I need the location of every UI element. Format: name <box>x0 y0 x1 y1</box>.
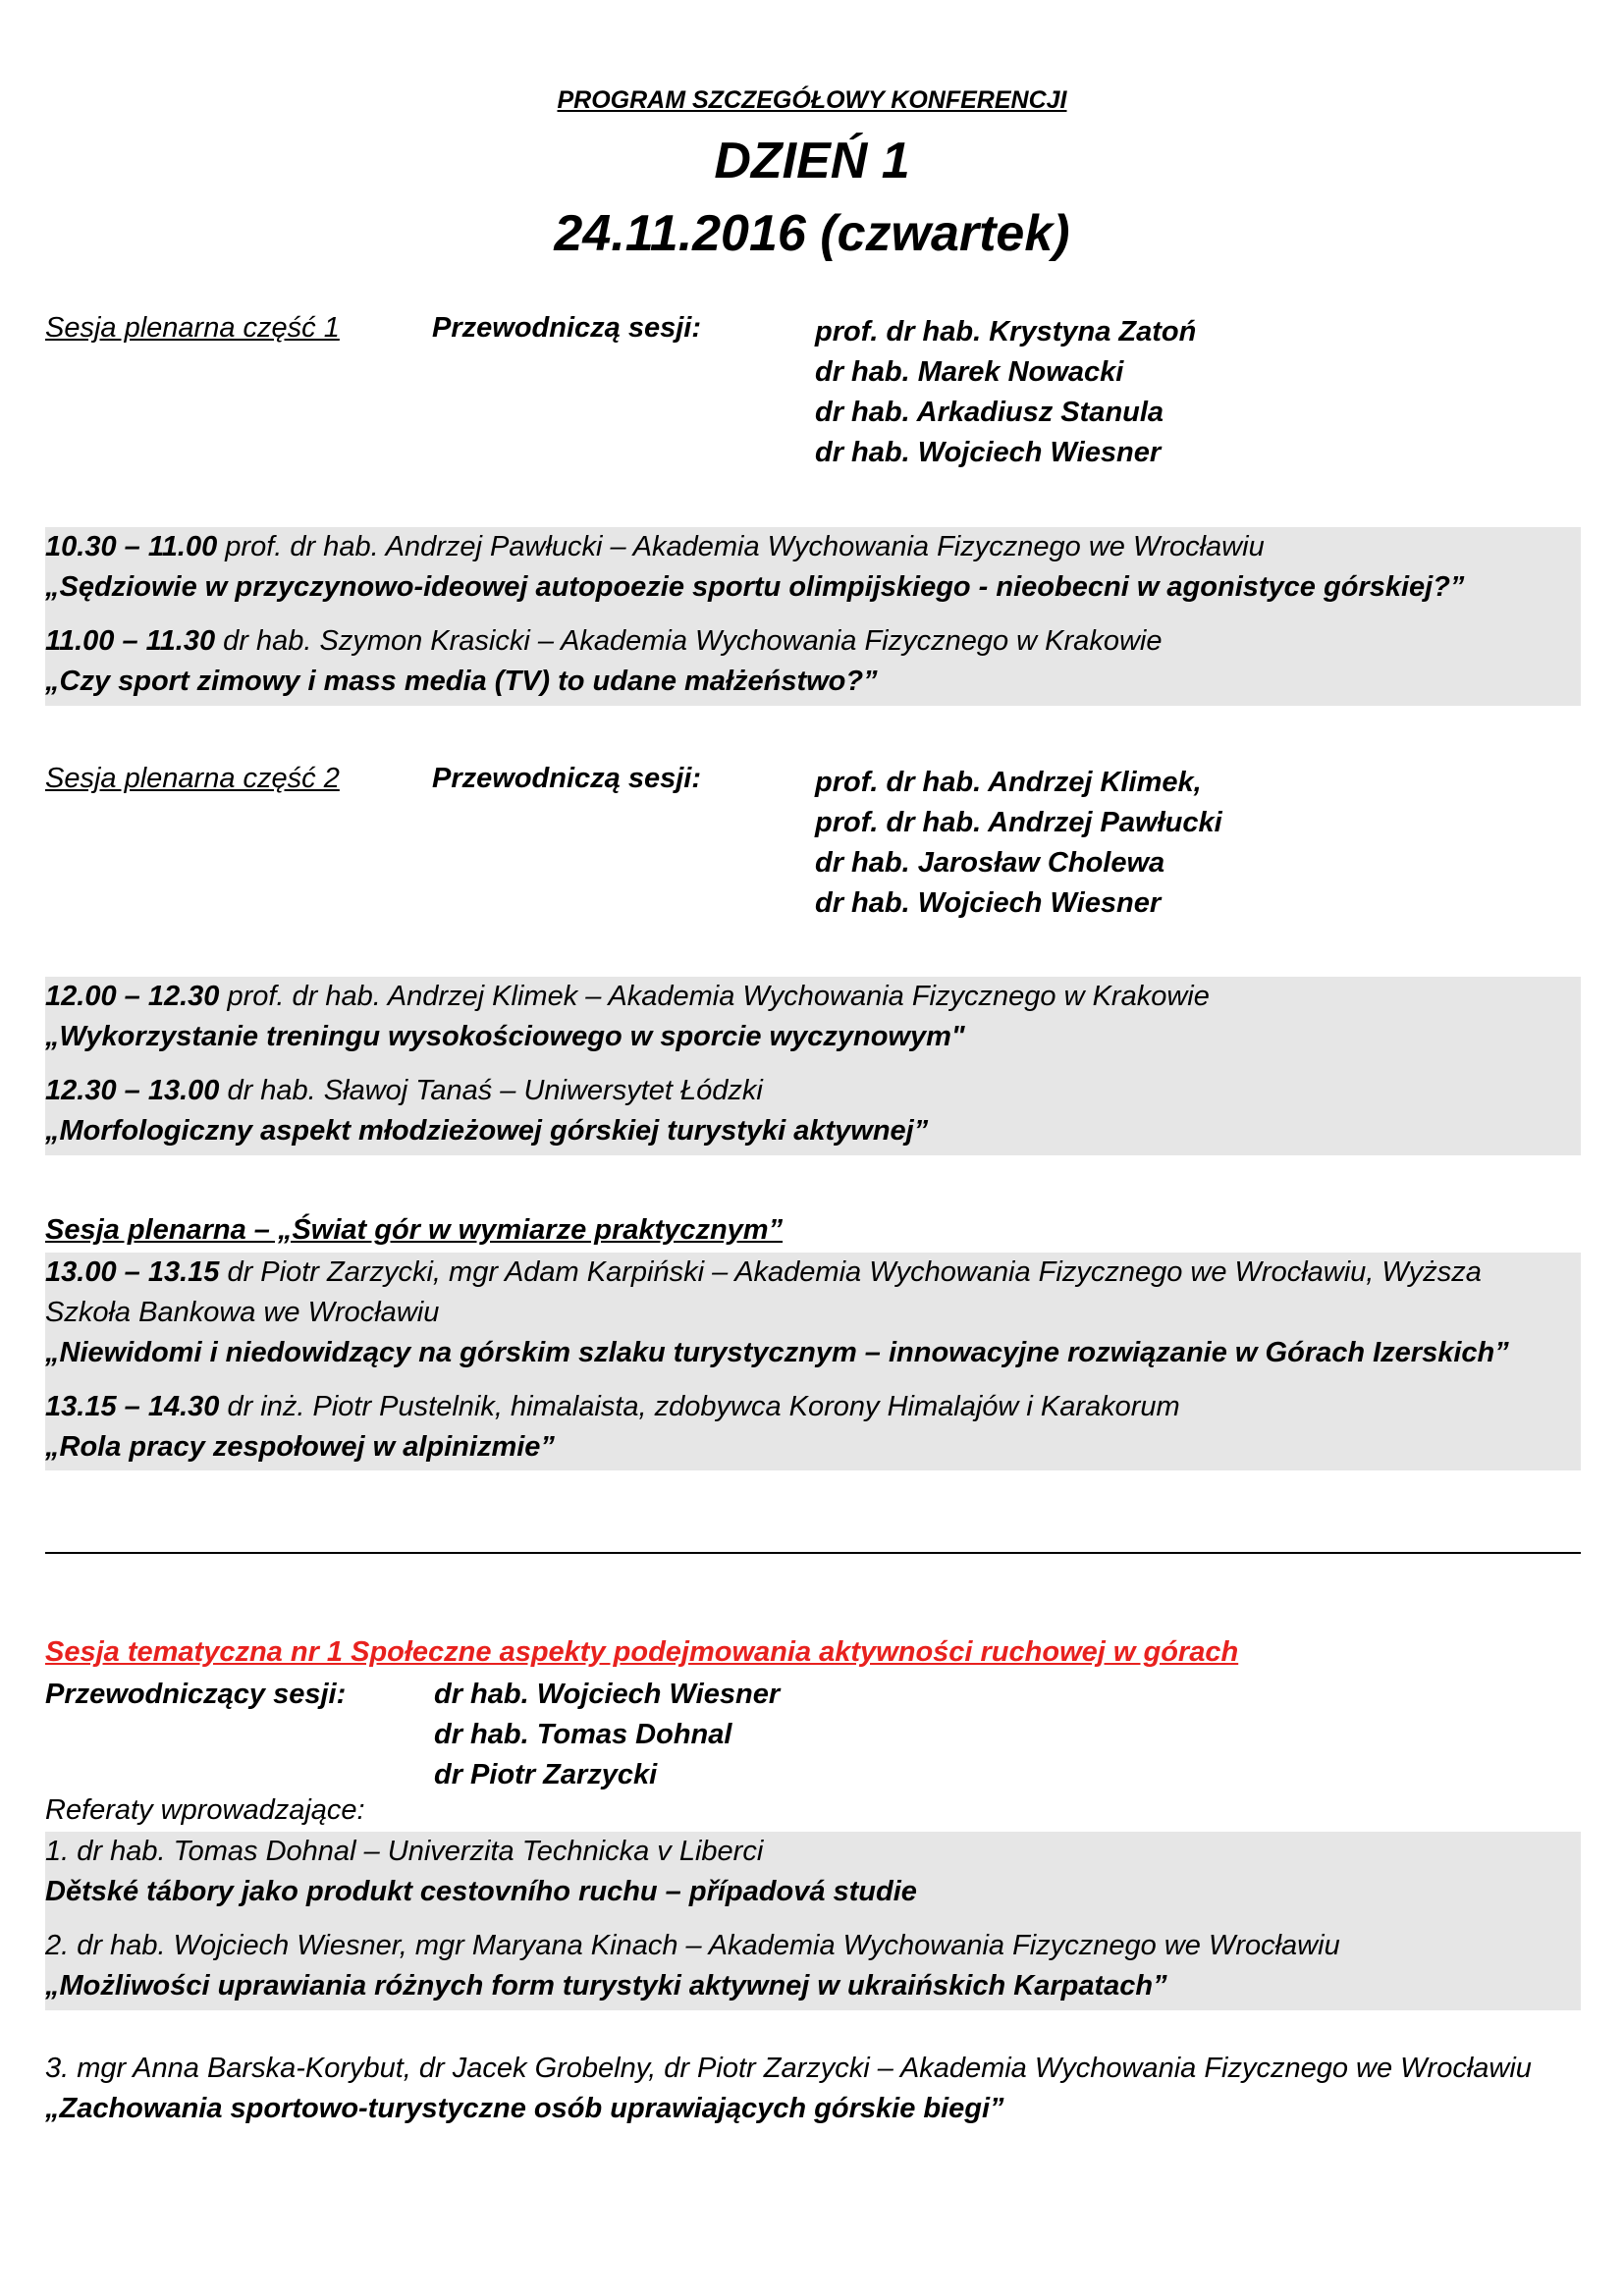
session3-talks <box>45 1253 1581 1470</box>
intro-label: Referaty wprowadzające: <box>45 1794 365 1826</box>
paper-item <box>45 1926 1581 2006</box>
divider-line <box>45 1552 1581 1554</box>
chair-name: dr hab. Wojciech Wiesner <box>815 437 1162 468</box>
talk-time: 12.30 – 13.00 <box>45 1075 220 1106</box>
talk-speaker: dr hab. Szymon Krasicki – Akademia Wychowania Fizycznego w Krakowie <box>215 625 1163 657</box>
talk-title: „Niewidomi i niedowidzący na górskim szlaku turystycznym – innowacyjne rozwiązanie w Górach Izerskich” <box>45 1337 1509 1368</box>
chair-name: dr hab. Jarosław Cholewa <box>815 847 1165 879</box>
session1-header <box>45 312 1577 479</box>
talk-speaker: prof. dr hab. Andrzej Pawłucki – Akademia Wychowania Fizycznego we Wrocławiu <box>217 531 1265 562</box>
paper-speaker: 2. dr hab. Wojciech Wiesner, mgr Maryana Kinach – Akademia Wychowania Fizycznego we Wrocławiu <box>45 1930 1340 1961</box>
chair-name: dr hab. Arkadiusz Stanula <box>815 397 1164 428</box>
talk-speaker: dr inż. Piotr Pustelnik, himalaista, zdobywca Korony Himalajów i Karakorum <box>219 1391 1180 1422</box>
thematic-papers <box>45 1832 1581 2010</box>
talk-speaker: prof. dr hab. Andrzej Klimek – Akademia Wychowania Fizycznego w Krakowie <box>219 981 1210 1012</box>
paper-title: Dětské tábory jako produkt cestovního ruchu – případová studie <box>45 1876 917 1907</box>
session2-chair-label: Przewodniczą sesji: <box>432 763 701 794</box>
talk-title: „Czy sport zimowy i mass media (TV) to udane małżeństwo?” <box>45 666 878 697</box>
paper-title: „Zachowania sportowo-turystyczne osób uprawiających górskie biegi” <box>45 2093 1004 2124</box>
paper-title: „Możliwości uprawiania różnych form turystyki aktywnej w ukraińskich Karpatach” <box>45 1970 1167 2002</box>
talk-time: 13.00 – 13.15 <box>45 1256 220 1288</box>
talk-title: „Rola pracy zespołowej w alpinizmie” <box>45 1431 555 1463</box>
session1-talks <box>45 527 1581 706</box>
chair-name: prof. dr hab. Andrzej Klimek, <box>815 767 1202 798</box>
session2-talks <box>45 977 1581 1155</box>
session1-chair-label: Przewodniczą sesji: <box>432 312 701 344</box>
session1-name: Sesja plenarna część 1 <box>45 312 340 344</box>
date-heading: 24.11.2016 (czwartek) <box>554 205 1070 262</box>
session3-name: Sesja plenarna – „Świat gór w wymiarze praktycznym” <box>45 1214 784 1246</box>
chair-name: dr hab. Tomas Dohnal <box>434 1719 732 1750</box>
chair-name: dr hab. Wojciech Wiesner <box>815 887 1162 919</box>
talk-item <box>45 977 1581 1057</box>
chair-name: dr Piotr Zarzycki <box>434 1759 658 1790</box>
session2-header <box>45 763 1577 930</box>
paper-item <box>45 1832 1581 1912</box>
thematic-chair-label: Przewodniczący sesji: <box>45 1679 347 1710</box>
talk-title: „Sędziowie w przyczynowo-ideowej autopoezie sportu olimpijskiego - nieobecni w agonistyce górskiej?” <box>45 571 1465 603</box>
talk-item <box>45 1253 1581 1373</box>
talk-title: „Wykorzystanie treningu wysokościowego w sporcie wyczynowym" <box>45 1021 965 1052</box>
talk-time: 10.30 – 11.00 <box>45 531 218 562</box>
program-heading: PROGRAM SZCZEGÓŁOWY KONFERENCJI <box>557 86 1067 114</box>
chair-name: prof. dr hab. Andrzej Pawłucki <box>815 807 1222 838</box>
talk-item <box>45 621 1581 702</box>
session2-chairs <box>815 763 1222 924</box>
chair-name: dr hab. Marek Nowacki <box>815 356 1124 388</box>
paper-speaker: 3. mgr Anna Barska-Korybut, dr Jacek Grobelny, dr Piotr Zarzycki – Akademia Wychowania Fizycznego we Wrocławiu <box>45 2053 1532 2084</box>
talk-speaker: dr Piotr Zarzycki, mgr Adam Karpiński – Akademia Wychowania Fizycznego we Wrocławiu, Wyższa Szkoła Bankowa we Wrocławiu <box>45 1256 1482 1328</box>
talk-time: 11.00 – 11.30 <box>45 625 216 657</box>
talk-time: 13.15 – 14.30 <box>45 1391 220 1422</box>
thematic-session-title: Sesja tematyczna nr 1 Społeczne aspekty podejmowania aktywności ruchowej w górach <box>45 1636 1239 1668</box>
talk-item <box>45 1071 1581 1151</box>
chair-name: dr hab. Wojciech Wiesner <box>434 1679 781 1710</box>
talk-speaker: dr hab. Sławoj Tanaś – Uniwersytet Łódzki <box>219 1075 763 1106</box>
session1-chairs <box>815 312 1196 473</box>
talk-title: „Morfologiczny aspekt młodzieżowej górskiej turystyki aktywnej” <box>45 1115 929 1147</box>
paper-item <box>45 2049 1577 2129</box>
paper-speaker: 1. dr hab. Tomas Dohnal – Univerzita Technicka v Liberci <box>45 1836 764 1867</box>
day-heading: DZIEŃ 1 <box>714 133 910 189</box>
session2-name: Sesja plenarna część 2 <box>45 763 340 794</box>
chair-name: prof. dr hab. Krystyna Zatoń <box>815 316 1197 347</box>
talk-item <box>45 527 1581 608</box>
talk-time: 12.00 – 12.30 <box>45 981 220 1012</box>
talk-item <box>45 1387 1581 1468</box>
